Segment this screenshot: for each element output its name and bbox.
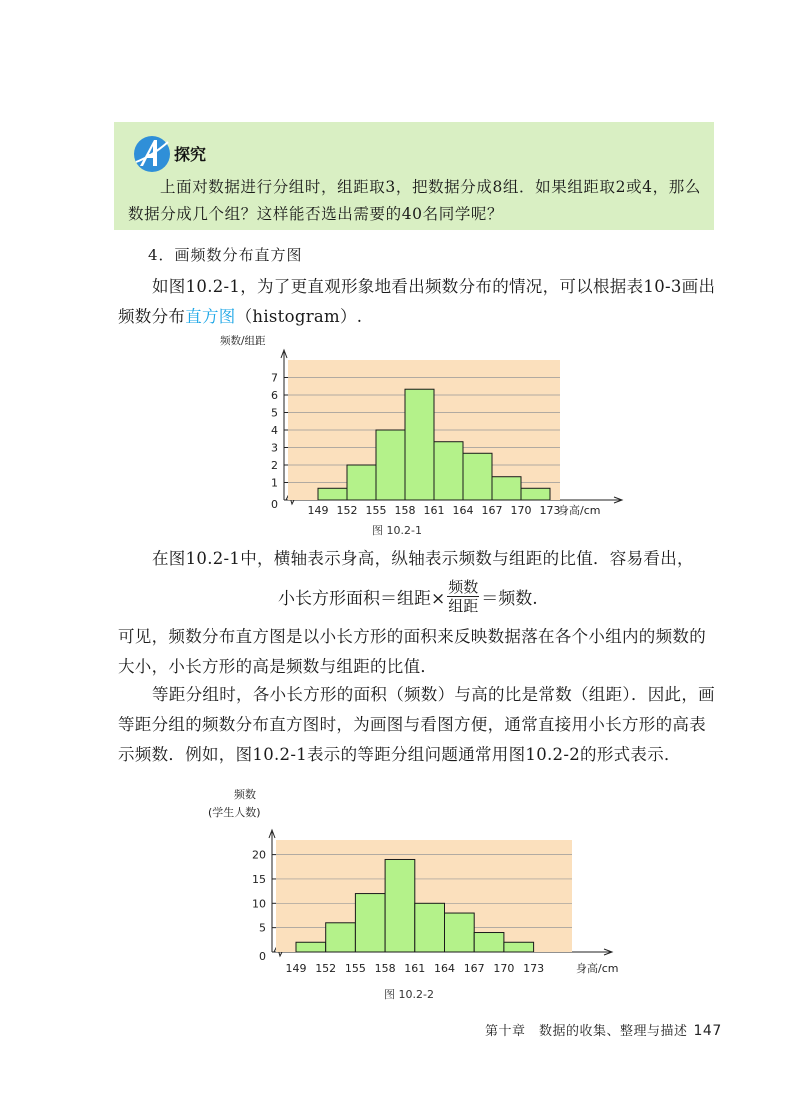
fraction-numerator: 频数 [448, 578, 479, 596]
y-tick-label: 1 [271, 476, 278, 490]
paragraph-histogram-intro [118, 272, 718, 332]
origin-label: 0 [271, 498, 278, 511]
histogram-bar [415, 903, 445, 952]
histogram-figure-1 [210, 330, 630, 520]
x-tick-label: 149 [307, 504, 329, 517]
histogram-figure-2 [200, 782, 640, 982]
x-axis-label: 身高/cm [576, 962, 619, 975]
x-tick-label: 170 [510, 504, 532, 517]
x-tick-label: 167 [463, 962, 485, 975]
x-tick-label: 158 [374, 962, 396, 975]
figure-2-caption: 图 10.2-2 [384, 988, 434, 1001]
histogram-bar [385, 859, 415, 952]
y-tick-label: 5 [259, 921, 266, 935]
paragraph-area-meaning: 可见，频数分布直方图是以小长方形的面积来反映数据落在各个小组内的频数的大小，小长方形的高是频数与组距的比值． [118, 627, 706, 676]
para1-after: （histogram）. [235, 307, 363, 326]
y-tick-label: 10 [252, 897, 266, 911]
histogram-bar [326, 923, 356, 952]
section-heading: 4．画频数分布直方图 [148, 246, 303, 264]
figure-1-caption: 图 10.2-1 [372, 524, 422, 537]
histogram-bar [296, 942, 326, 952]
y-tick-label: 15 [252, 872, 266, 886]
explore-logo-icon [132, 134, 172, 174]
formula-rhs: ＝频数. [481, 589, 538, 609]
term-histogram: 直方图 [185, 307, 236, 326]
x-tick-label: 164 [434, 962, 455, 975]
page-footer [485, 1020, 722, 1039]
x-tick-label: 173 [539, 504, 561, 517]
x-tick-label: 173 [523, 962, 545, 975]
page-number: 147 [693, 1023, 722, 1039]
explore-text: 上面对数据进行分组时，组距取3，把数据分成8组．如果组距取2或4，那么数据分成几个组？这样能否选出需要的40名同学呢？ [128, 178, 701, 223]
histogram-bar [405, 389, 434, 500]
x-tick-label: 152 [336, 504, 358, 517]
y-tick-label: 20 [252, 848, 266, 862]
x-tick-label: 170 [493, 962, 515, 975]
histogram-bar [434, 442, 463, 500]
x-tick-label: 164 [452, 504, 474, 517]
y-tick-label: 4 [271, 424, 278, 437]
x-axis-label: 身高/cm [558, 504, 601, 517]
x-tick-label: 167 [481, 504, 503, 517]
y-axis-label-sub: (学生人数) [208, 806, 261, 819]
explore-title: 探究 [174, 145, 207, 164]
y-axis-label: 频数/组距 [220, 335, 266, 347]
histogram-bar [521, 488, 550, 500]
y-tick-label: 3 [271, 441, 278, 455]
para1-before: 如图10.2-1，为了更直观形象地看出频数分布的情况，可以根据表10-3画出频数分布 [118, 277, 716, 326]
y-tick-label: 7 [271, 371, 278, 385]
paragraph-axes-explain: 在图10.2-1中，横轴表示身高，纵轴表示频数与组距的比值．容易看出， [152, 549, 694, 568]
origin-label: 0 [259, 950, 266, 963]
x-tick-label: 161 [404, 962, 426, 975]
x-tick-label: 149 [285, 962, 307, 975]
formula-fraction [447, 578, 479, 615]
histogram-bar [492, 477, 521, 500]
footer-chapter: 第十章 数据的收集、整理与描述 [485, 1024, 688, 1039]
x-tick-label: 155 [365, 504, 387, 517]
histogram-bar [474, 933, 504, 952]
paragraph-equal-interval: 等距分组时，各小长方形的面积（频数）与高的比是常数（组距）．因此，画等距分组的频数分布直方图时，为画图与看图方便，通常直接用小长方形的高表示频数．例如，图10.2-1表示的等距分组问题通常用图10.2-2的形式表示． [118, 685, 715, 764]
fraction-denominator: 组距 [448, 597, 479, 615]
histogram-bar [376, 430, 405, 500]
histogram-bar [355, 894, 385, 952]
x-tick-label: 161 [423, 504, 445, 517]
y-axis-label: 频数 [234, 788, 256, 801]
y-tick-label: 6 [271, 389, 278, 402]
x-tick-label: 155 [344, 962, 366, 975]
histogram-bar [504, 942, 534, 952]
formula-lhs: 小长方形面积＝组距× [278, 589, 446, 609]
area-formula [278, 578, 538, 615]
y-tick-label: 2 [271, 459, 278, 472]
histogram-bar [445, 913, 475, 952]
explore-box [114, 122, 714, 230]
y-tick-label: 5 [271, 406, 278, 420]
histogram-bar [318, 488, 347, 500]
x-tick-label: 152 [315, 962, 337, 975]
x-tick-label: 158 [394, 504, 416, 517]
histogram-bar [347, 465, 376, 500]
histogram-bar [463, 453, 492, 500]
